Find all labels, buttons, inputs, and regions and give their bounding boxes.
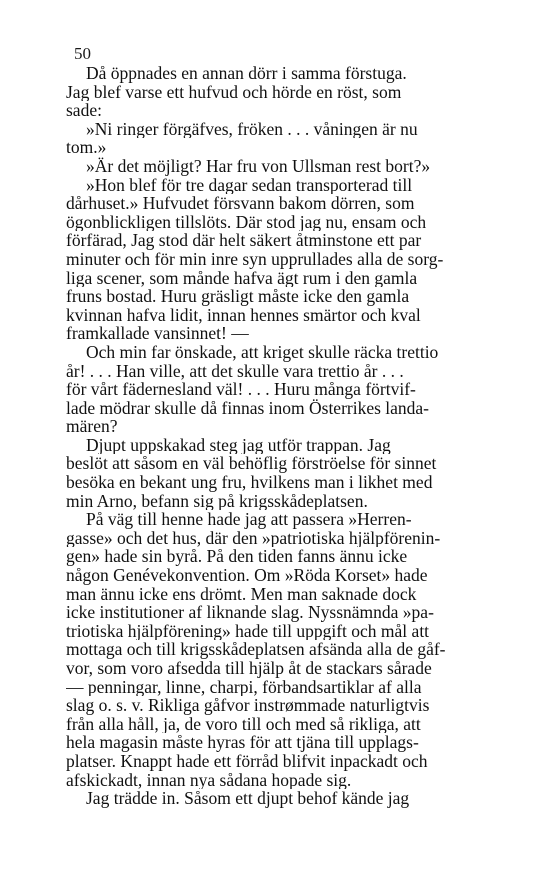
text-line: gasse» och det hus, där den »patriotiska hjälpförenin- xyxy=(66,528,441,548)
text-line: besöka en bekant ung fru, hvilkens man i likhet med xyxy=(66,473,433,492)
text-line: triotiska hjälpförening» hade till uppgift och mål att xyxy=(66,621,430,641)
text-line: framkallade vansinnet! — xyxy=(66,324,249,343)
text-line: hela magasin måste hyras för att tjäna till upplags- xyxy=(66,733,419,752)
text-line: slag o. s. v. Rikliga gåfvor instrømmade naturligtvis xyxy=(66,696,430,715)
text-line: minuter och för min inre syn upprullades alla de sorg- xyxy=(66,249,444,269)
text-line: Djupt uppskakad steg jag utför trappan. Jag xyxy=(86,435,391,455)
text-line: kvinnan hafva lidit, innan hennes smärtor och kval xyxy=(66,305,421,325)
text-line: förfärad, Jag stod där helt säkert åtminstone ett par xyxy=(66,231,422,250)
text-line: man ännu icke ens drömt. Men man saknade dock xyxy=(66,584,417,604)
text-line: mären? xyxy=(66,417,118,436)
text-line: år! . . . Han ville, att det skulle vara trettio år . . . xyxy=(66,361,404,381)
text-line: liga scener, som månde hafva ägt rum i den gamla xyxy=(66,268,418,288)
text-line: någon Genévekonvention. Om »Röda Korset» hade xyxy=(66,566,428,585)
text-line: »Är det möjligt? Har fru von Ullsman rest bort?» xyxy=(86,156,431,176)
text-line: Då öppnades en annan dörr i samma förstuga. xyxy=(86,64,407,83)
text-line: »Hon blef för tre dagar sedan transporterad till xyxy=(86,175,413,195)
text-line: Och min far önskade, att kriget skulle räcka trettio xyxy=(86,342,439,362)
text-line: platser. Knappt hade ett förråd blifvit inpackadt och xyxy=(66,751,428,771)
text-line: tom.» xyxy=(66,138,107,157)
text-line: fruns bostad. Huru gräsligt måste icke den gamla xyxy=(66,287,410,306)
text-line: beslöt att såsom en väl behöflig förströelse för sinnet xyxy=(66,454,437,474)
text-line: vor, som voro afsedda till hjälp åt de stackars sårade xyxy=(66,659,432,678)
text-line: dårhuset.» Hufvudet försvann bakom dörren, som xyxy=(66,194,415,213)
text-line: På väg till henne hade jag att passera »Herren- xyxy=(86,510,412,529)
text-line: min Arno, befann sig på krigsskådeplatsen. xyxy=(66,491,368,511)
text-line: Jag trädde in. Såsom ett djupt behof kände jag xyxy=(86,789,410,808)
text-line: gen» hade sin byrå. På den tiden fanns ännu icke xyxy=(66,547,408,567)
text-line: lade mödrar skulle då finnas inom Österrikes landa- xyxy=(66,398,430,418)
text-line: ögonblickligen tillslöts. Där stod jag nu, ensam och xyxy=(66,212,427,232)
text-line: »Ni ringer förgäfves, fröken . . . våningen är nu xyxy=(86,119,418,139)
text-line: från alla håll, ja, de voro till och med så rikliga, att xyxy=(66,714,421,734)
text-line: icke institutioner af liknande slag. Nyssnämnda »pa- xyxy=(66,603,434,622)
text-line: för vårt fädernesland väl! . . . Huru många förtvif- xyxy=(66,380,416,399)
body-text xyxy=(66,64,520,808)
text-line: Jag blef varse ett hufvud och hörde en röst, som xyxy=(66,82,402,102)
text-line: afskickadt, innan nya sådana hopade sig. xyxy=(66,770,352,790)
text-line: — penningar, linne, charpi, förbandsartiklar af alla xyxy=(66,677,422,697)
page-number: 50 xyxy=(74,44,91,63)
text-line: mottaga och till krigsskådeplatsen afsända alla de gåf- xyxy=(66,640,446,659)
text-line: sade: xyxy=(66,101,102,120)
